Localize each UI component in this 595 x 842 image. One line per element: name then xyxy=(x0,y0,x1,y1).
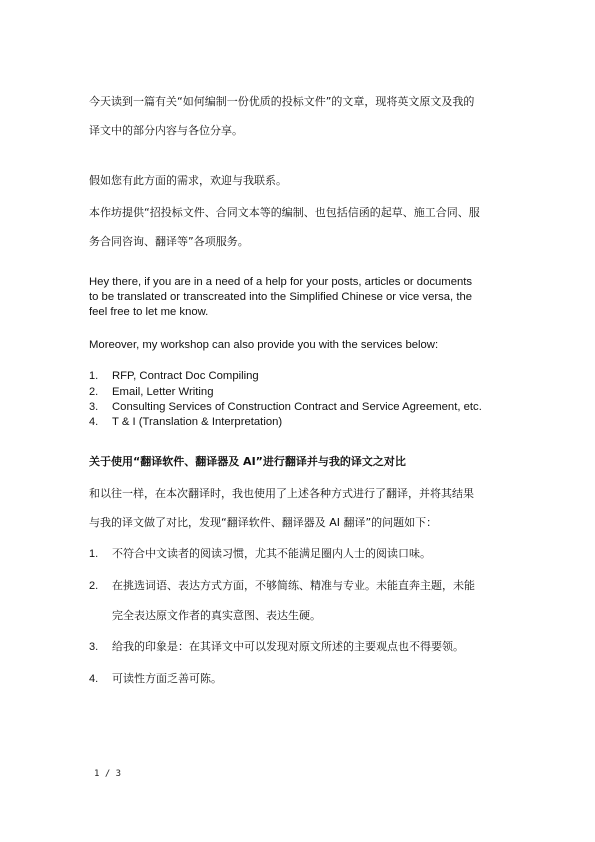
issue-number: 1. xyxy=(89,548,99,560)
service-number: 3. xyxy=(89,401,99,413)
comparison-line-2: 与我的译文做了对比，发现“翻译软件、翻译器及 AI 翻译”的问题如下： xyxy=(89,516,438,529)
services-cn-line-2: 务合同咨询、翻译等”各项服务。 xyxy=(89,235,249,248)
services-cn-line-1: 本作坊提供“招投标文件、合同文本等的编制、也包括信函的起草、施工合同、服 xyxy=(89,206,480,219)
issue-item: 在挑选词语、表达方式方面，不够简练、精准与专业。未能直奔主题，未能 xyxy=(112,579,475,592)
contact-paragraph: 假如您有此方面的需求，欢迎与我联系。 xyxy=(89,174,287,187)
service-item: Email, Letter Writing xyxy=(112,386,214,398)
issue-number: 3. xyxy=(89,641,99,653)
issue-number: 4. xyxy=(89,673,99,685)
service-number: 4. xyxy=(89,416,99,428)
comparison-heading: 关于使用“翻译软件、翻译器及 AI”进行翻译并与我的译文之对比 xyxy=(89,455,406,468)
english-intro-line-3: feel free to let me know. xyxy=(89,306,209,318)
service-number: 2. xyxy=(89,386,99,398)
issue-number: 2. xyxy=(89,580,99,592)
issue-item: 不符合中文读者的阅读习惯，尤其不能满足圈内人士的阅读口味。 xyxy=(112,547,431,560)
intro-line-1: 今天读到一篇有关“如何编制一份优质的投标文件”的文章，现将英文原文及我的 xyxy=(89,95,475,108)
english-intro-line-1: Hey there, if you are in a need of a help for your posts, articles or documents xyxy=(89,276,473,288)
issue-item: 给我的印象是：在其译文中可以发现对原文所述的主要观点也不得要领。 xyxy=(112,640,464,653)
services-en-intro: Moreover, my workshop can also provide you with the services below: xyxy=(89,339,439,351)
service-item: Consulting Services of Construction Contract and Service Agreement, etc. xyxy=(112,401,482,413)
english-intro-line-2: to be translated or transcreated into the Simplified Chinese or vice versa, the xyxy=(89,291,473,303)
issue-item: 可读性方面乏善可陈。 xyxy=(112,672,222,685)
service-item: RFP, Contract Doc Compiling xyxy=(112,370,259,382)
service-item: T & I (Translation & Interpretation) xyxy=(112,416,283,428)
page-number: 1 / 3 xyxy=(94,769,122,779)
comparison-line-1: 和以往一样，在本次翻译时，我也使用了上述各种方式进行了翻译，并将其结果 xyxy=(89,487,474,500)
service-number: 1. xyxy=(89,370,99,382)
issue-item-continuation: 完全表达原文作者的真实意图、表达生硬。 xyxy=(112,609,321,622)
intro-line-2: 译文中的部分内容与各位分享。 xyxy=(89,124,243,137)
